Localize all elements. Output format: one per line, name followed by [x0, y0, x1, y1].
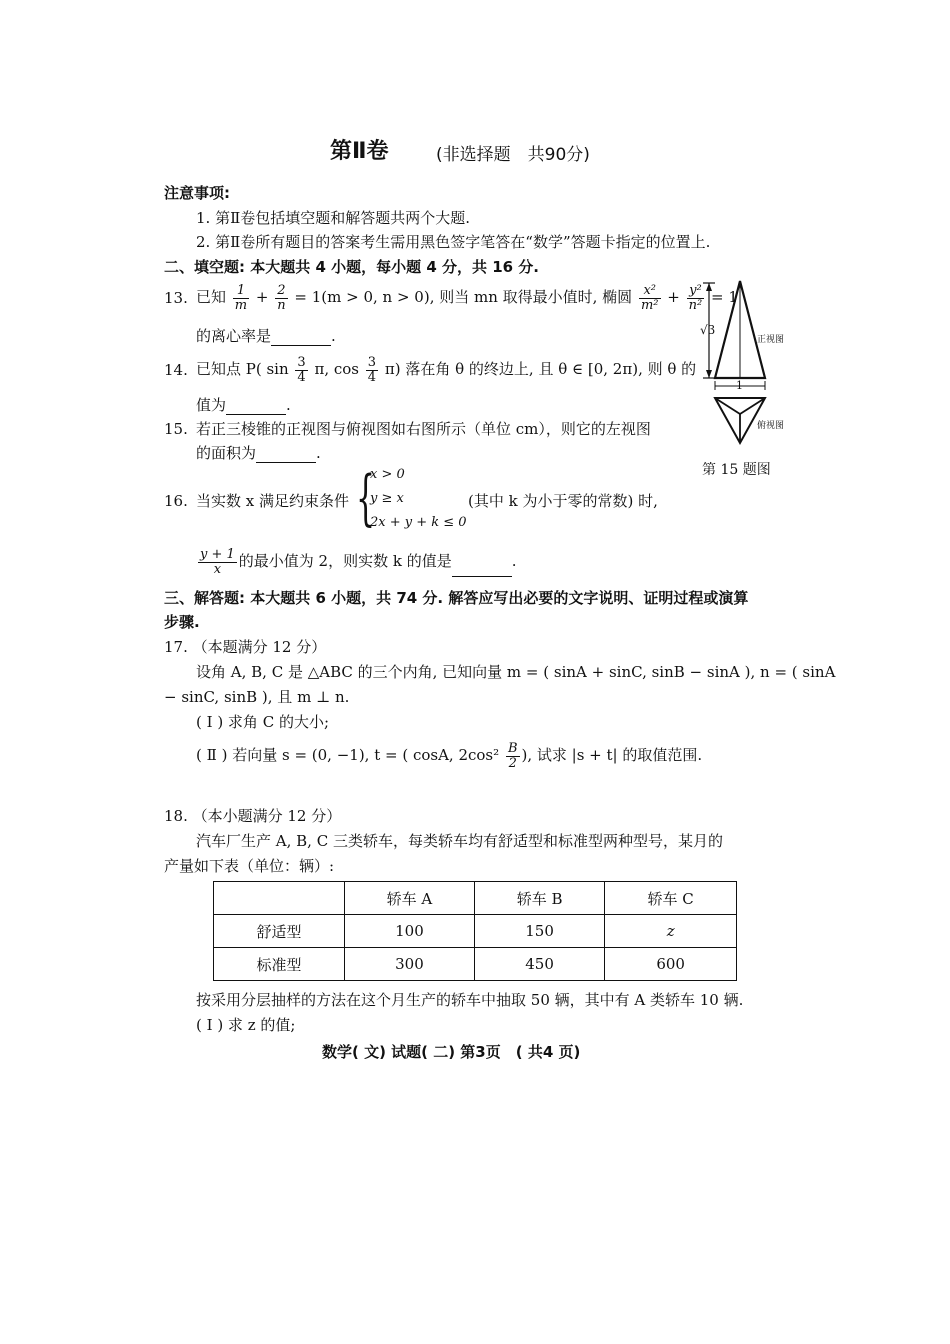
table-header-cell [214, 882, 345, 915]
q18-line3: 按采用分层抽样的方法在这个月生产的轿车中抽取 50 辆，其中有 A 类轿车 10 辆. [196, 991, 744, 1009]
page-title: 第Ⅱ卷 [330, 139, 389, 164]
q13-frac-1: $\frac{1}{m}$ [234, 282, 248, 313]
q16-frac: $\frac{y + 1}{x}$ [200, 546, 235, 577]
q16-cond-3: 2x + y + k ≤ 0 [370, 515, 467, 530]
q13-frac-3: $\frac{\text{x²}}{\text{m²}}$ [640, 282, 659, 313]
q17-frac: $\frac{B}{2}$ [507, 740, 518, 771]
table-header-cell: 轿车 B [474, 882, 604, 915]
q14-line1: 已知点 P( sin $\frac{3}{4}$ π, cos $\frac{3}{4}$ π) 落在角 θ 的终边上, 且 θ ∈ [0, 2π), 则 θ 的 [196, 354, 697, 385]
table-cell: 100 [345, 915, 475, 948]
q17-part2: ( Ⅱ ) 若向量 s = (0, −1), t = ( cosA, 2cos² $\frac{B}{2}$ ), 试求 |s + t| 的取值范围. [196, 740, 703, 771]
answer-blank [271, 331, 331, 346]
table-cell: 标准型 [214, 948, 345, 981]
q18-part1: ( Ⅰ ) 求 z 的值; [196, 1016, 296, 1034]
q16-line2: $\frac{y + 1}{x}$ 的最小值为 2，则实数 k 的值是 . [200, 546, 517, 577]
table-header-cell: 轿车 A [345, 882, 475, 915]
q14-line2: 值为 . [196, 396, 291, 414]
table-row [214, 948, 737, 981]
table-cell: 600 [605, 948, 737, 981]
answer-blank [256, 448, 316, 463]
q15-line2: 的面积为 . [196, 444, 321, 462]
q13-text-c: = 1 [711, 288, 738, 306]
notes-item-2: 2. 第Ⅱ卷所有题目的答案考生需用黑色签字笔答在“数学”答题卡指定的位置上. [196, 233, 711, 251]
q13-line1: 已知 $\frac{1}{m}$ + $\frac{2}{n}$ = 1(m > 0, n > 0), 则当 mn 取得最小值时, 椭圆 $\frac{\text{x²}}{\text{m²}}$ + $\frac{\text{y²}}{\text{n²}}$ = 1 [196, 282, 738, 313]
figure-base-label: 1 [736, 379, 743, 392]
table-cell: 舒适型 [214, 915, 345, 948]
q13-text-b: = 1(m > 0, n > 0), 则当 mn 取得最小值时, 椭圆 [294, 288, 633, 306]
q14-frac-1: $\frac{3}{4}$ [297, 354, 306, 385]
q15-number: 15. [164, 420, 188, 438]
figure-height-label: √3 [700, 323, 716, 337]
table-cell: z [605, 915, 737, 948]
q18-line1: 汽车厂生产 A, B, C 三类轿车，每类轿车均有舒适型和标准型两种型号，某月的 [196, 832, 723, 850]
q16-cond-2: y ≥ x [370, 491, 404, 506]
answer-blank [226, 400, 286, 415]
figure-15 [695, 278, 805, 453]
q13-frac-4: $\frac{\text{y²}}{\text{n²}}$ [688, 282, 703, 313]
q13-text-a: 已知 [196, 288, 227, 306]
table-header-cell: 轿车 C [605, 882, 737, 915]
q18-header: 18. （本小题满分 12 分） [164, 807, 342, 825]
q17-header: 17. （本题满分 12 分） [164, 638, 327, 656]
q17-line1: 设角 A, B, C 是 △ABC 的三个内角, 已知向量 m = ( sinA + sinC, sinB − sinA ), n = ( sinA [196, 663, 836, 681]
notes-heading: 注意事项: [164, 184, 230, 202]
q16-number: 16. [164, 492, 188, 510]
figure-top-label: 俯视图 [757, 421, 785, 431]
table-row [214, 915, 737, 948]
page-subtitle: (非选择题 共90分) [436, 145, 590, 165]
q17-line2: − sinC, sinB ), 且 m ⊥ n. [164, 688, 350, 706]
page-footer: 数学( 文) 试题( 二) 第3页 ( 共4 页) [322, 1043, 581, 1061]
section3-heading-cont: 步骤. [164, 613, 200, 631]
section3-heading: 三、解答题: 本大题共 6 小题，共 74 分. 解答应写出必要的文字说明、证明过程或演算 [164, 589, 749, 607]
table-header-row [214, 882, 737, 915]
q13-frac-2: $\frac{2}{n}$ [277, 282, 286, 313]
q16-text-b: (其中 k 为小于零的常数) 时, [468, 492, 658, 510]
production-table [213, 881, 737, 981]
q17-part1: ( Ⅰ ) 求角 C 的大小; [196, 713, 330, 731]
table-cell: 150 [474, 915, 604, 948]
answer-blank [452, 562, 512, 577]
q13-number: 13. [164, 289, 188, 307]
table-cell: 300 [345, 948, 475, 981]
notes-item-1: 1. 第Ⅱ卷包括填空题和解答题共两个大题. [196, 209, 471, 227]
q15-line1: 若正三棱锥的正视图与俯视图如右图所示（单位 cm），则它的左视图 [196, 420, 651, 438]
figure-front-label: 正视图 [757, 335, 785, 345]
q14-number: 14. [164, 361, 188, 379]
figure-caption: 第 15 题图 [702, 462, 771, 478]
section2-heading: 二、填空题: 本大题共 4 小题，每小题 4 分，共 16 分. [164, 258, 540, 276]
q16-brace: { [356, 463, 376, 533]
q14-frac-2: $\frac{3}{4}$ [367, 354, 377, 385]
q16-cond-1: x > 0 [370, 467, 405, 482]
q16-text-a: 当实数 x 满足约束条件 [196, 492, 349, 510]
table-cell: 450 [474, 948, 604, 981]
q18-line2: 产量如下表（单位：辆）: [164, 857, 335, 875]
q13-line2: 的离心率是 . [196, 327, 336, 345]
